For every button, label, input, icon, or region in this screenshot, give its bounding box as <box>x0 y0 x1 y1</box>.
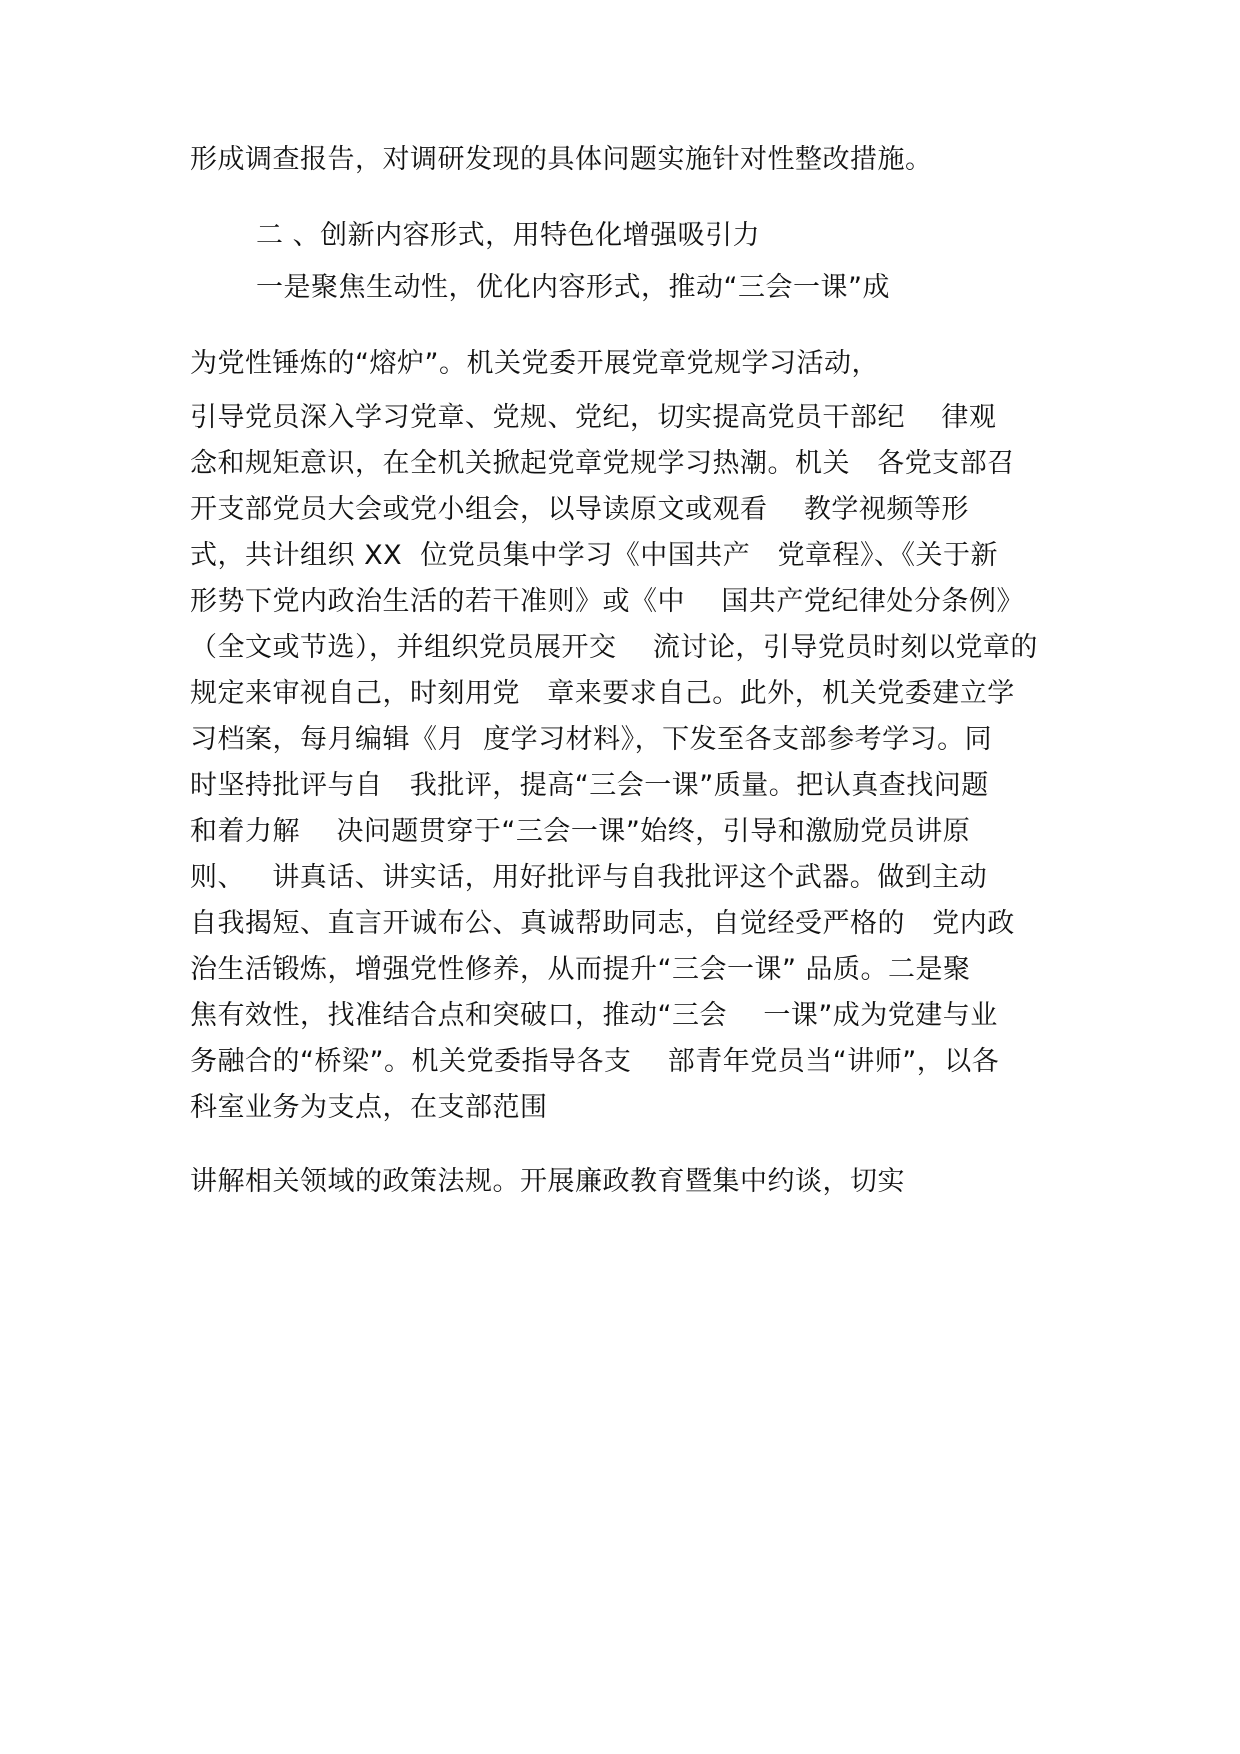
text-line-8: 式，共计组织 XX 位党员集中学习《中国共产 党章程》、《关于新 <box>190 540 998 571</box>
text-line-14: 和着力解 决问题贯穿于“三会一课”始终，引导和激励党员讲原 <box>190 816 971 847</box>
text-line-3: 一是聚焦生动性，优化内容形式，推动“三会一课”成 <box>256 272 890 303</box>
text-line-15: 则、 讲真话、讲实话，用好批评与自我批评这个武器。做到主动 <box>190 862 988 893</box>
text-line-16: 自我揭短、直言开诚布公、真诚帮助同志，自觉经受严格的 党内政 <box>190 908 1015 939</box>
text-line-5: 引导党员深入学习党章、党规、党纪，切实提高党员干部纪 律观 <box>190 402 997 433</box>
text-line-1: 形成调查报告，对调研发现的具体问题实施针对性整改措施。 <box>190 144 933 175</box>
text-line-12: 习档案，每月编辑《月 度学习材料》，下发至各支部参考学习。同 <box>190 724 993 755</box>
text-line-13: 时坚持批评与自 我批评，提高“三会一课”质量。把认真查找问题 <box>190 770 989 801</box>
text-line-17: 治生活锻炼，增强党性修养，从而提升“三会一课” 品质。二是聚 <box>190 954 971 985</box>
text-line-4: 为党性锤炼的“熔炉”。机关党委开展党章党规学习活动， <box>190 348 879 379</box>
text-line-19: 务融合的“桥梁”。机关党委指导各支 部青年党员当“讲师”，以各 <box>190 1046 1000 1077</box>
text-line-20: 科室业务为支点，在支部范围 <box>190 1092 548 1123</box>
text-line-11: 规定来审视自己，时刻用党 章来要求自己。此外，机关党委建立学 <box>190 678 1015 709</box>
section-heading: 二 、创新内容形式，用特色化增强吸引力 <box>256 220 761 251</box>
text-line-21: 讲解相关领域的政策法规。开展廉政教育暨集中约谈，切实 <box>190 1166 905 1197</box>
text-line-9: 形势下党内政治生活的若干准则》或《中 国共产党纪律处分条例》 <box>190 586 1024 617</box>
text-line-7: 开支部党员大会或党小组会，以导读原文或观看 教学视频等形 <box>190 494 969 525</box>
text-line-6: 念和规矩意识，在全机关掀起党章党规学习热潮。机关 各党支部召 <box>190 448 1015 479</box>
text-line-18: 焦有效性，找准结合点和突破口，推动“三会 一课”成为党建与业 <box>190 1000 998 1031</box>
text-line-10: （全文或节选），并组织党员展开交 流讨论，引导党员时刻以党章的 <box>190 632 1038 663</box>
